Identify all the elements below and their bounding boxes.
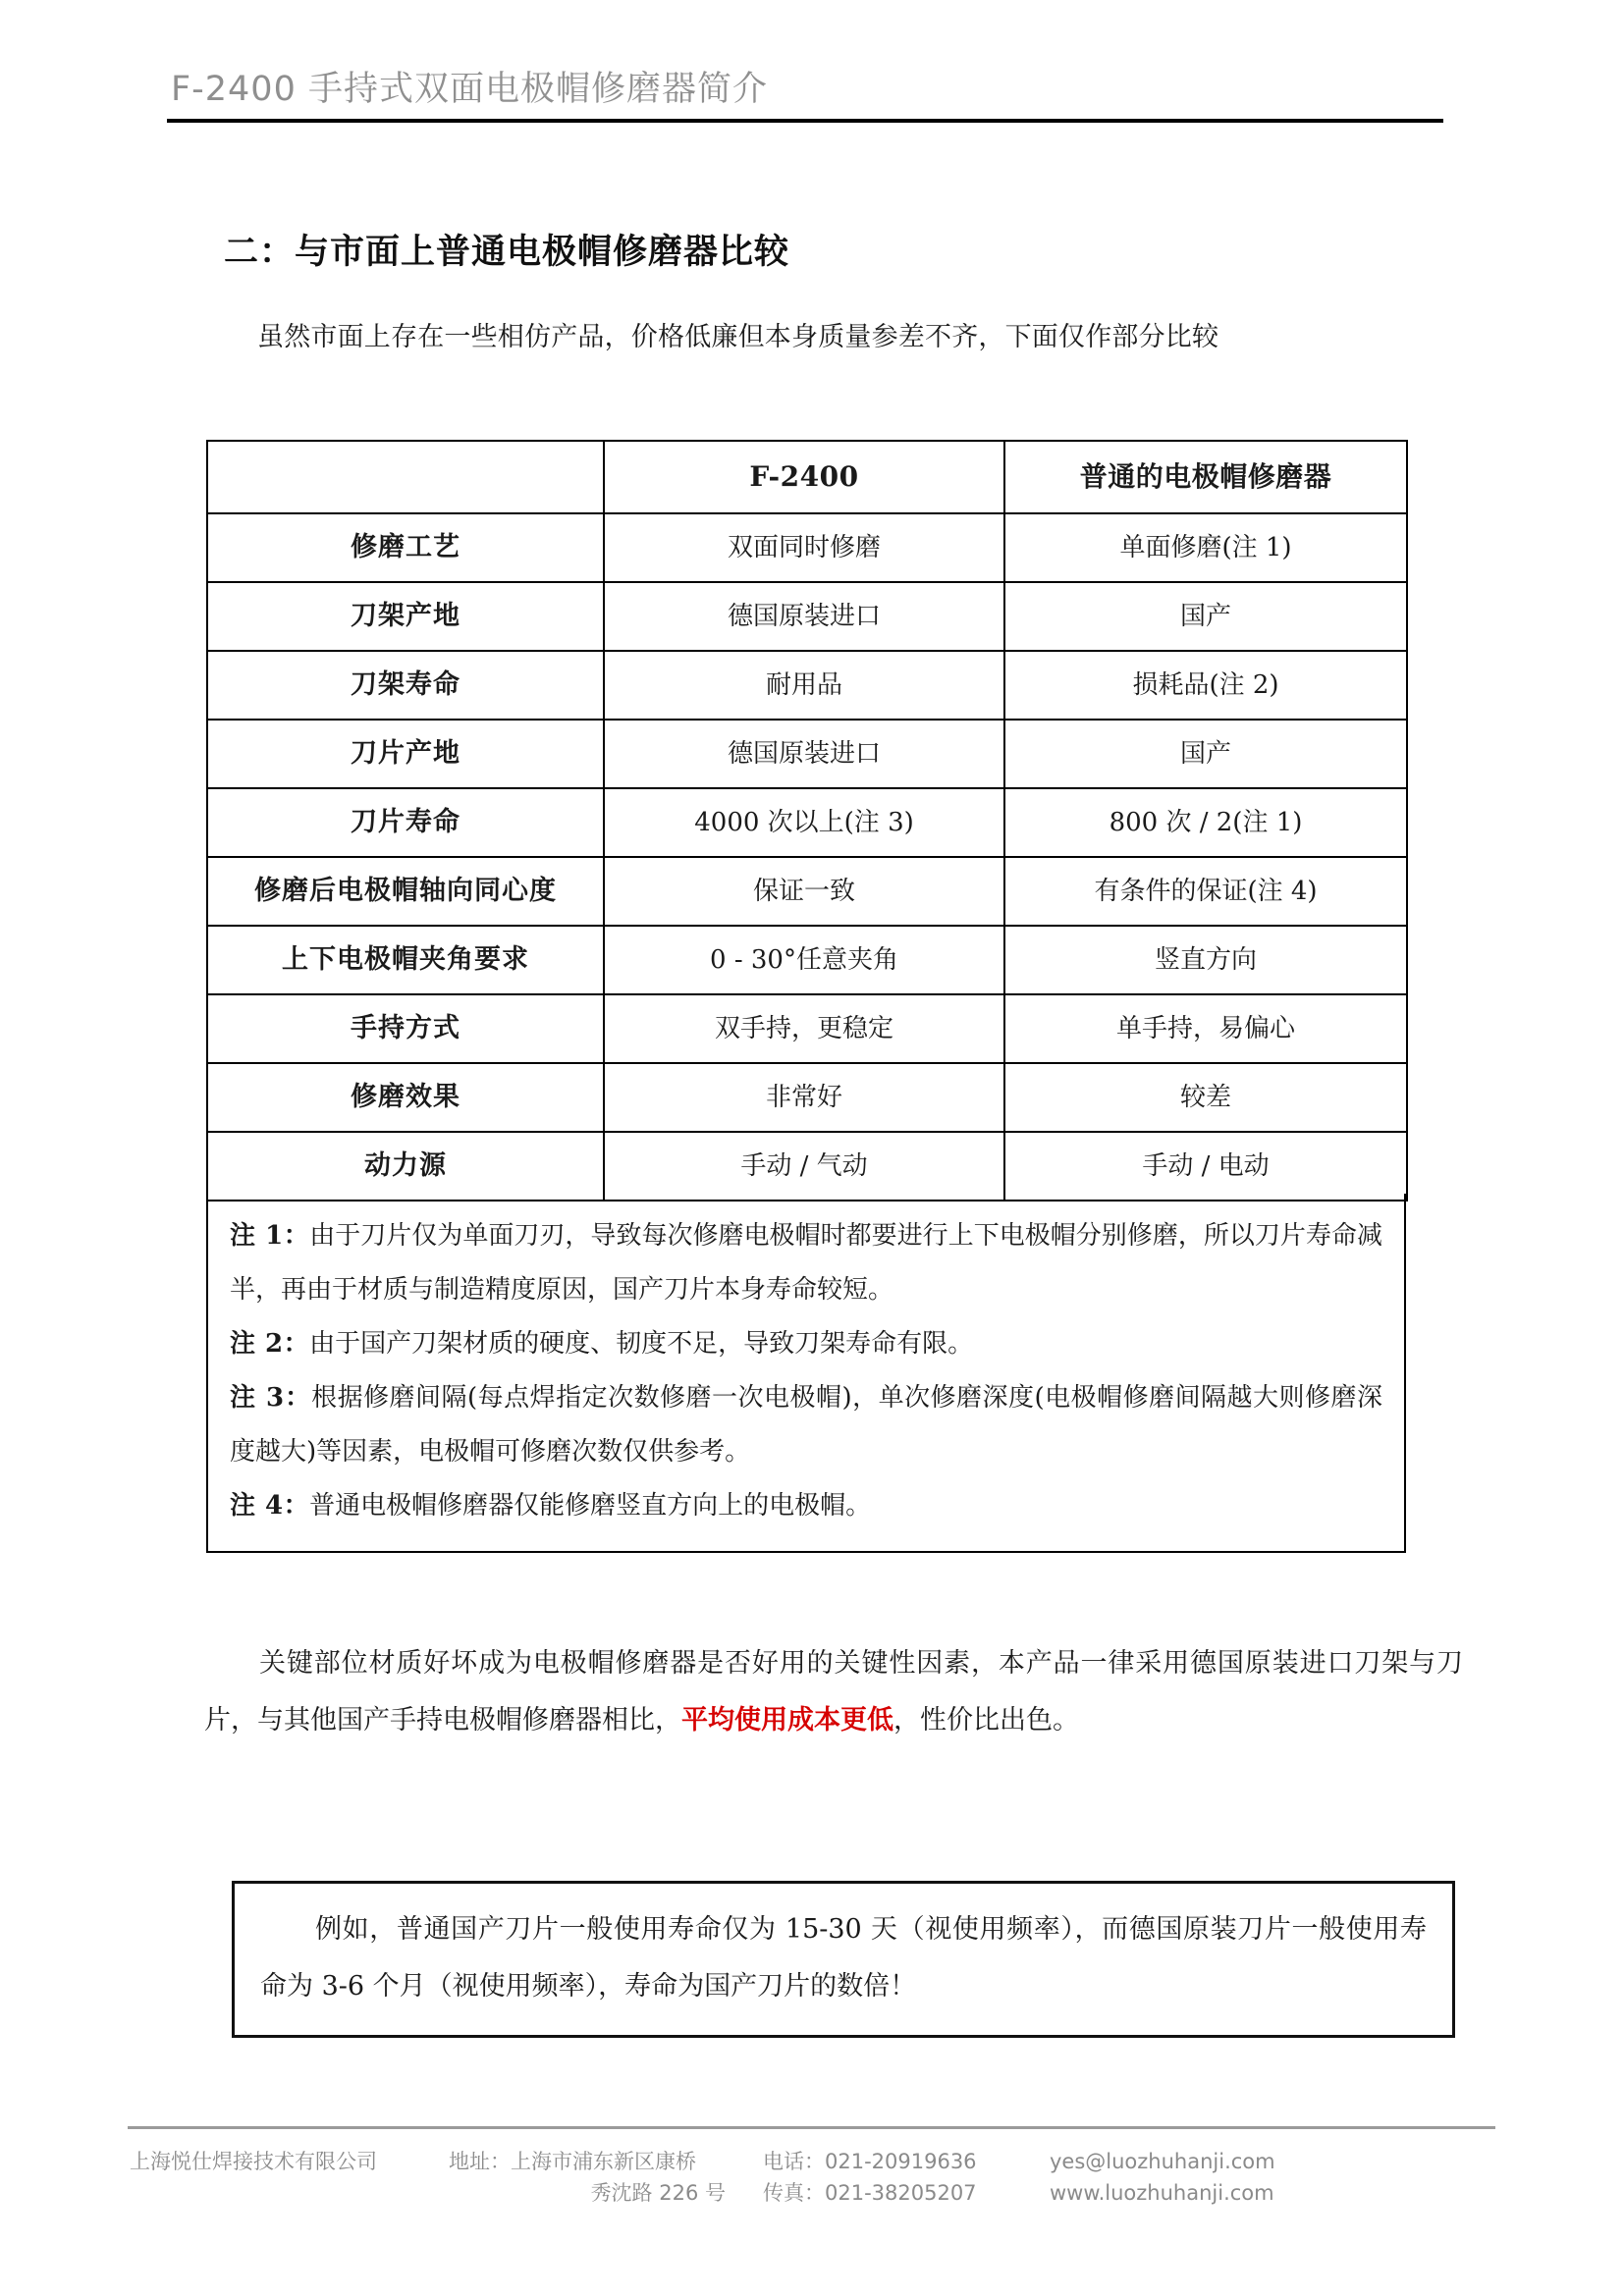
- footer-contact: [733, 2146, 1028, 2209]
- table-cell-common: 有条件的保证(注 4): [1004, 857, 1407, 926]
- table-cell-common: 损耗品(注 2): [1004, 651, 1407, 720]
- table-cell-f2400: 耐用品: [604, 651, 1004, 720]
- table-cell-label: 修磨后电极帽轴向同心度: [207, 857, 604, 926]
- note-label: 注 4：: [230, 1491, 310, 1521]
- table-row: [207, 788, 1407, 857]
- table-cell-label: 刀架产地: [207, 582, 604, 651]
- table-row: [207, 926, 1407, 994]
- table-cell-f2400: 德国原装进口: [604, 582, 1004, 651]
- footer-company: 上海悦仕焊接技术有限公司: [130, 2150, 377, 2173]
- note-text: 根据修磨间隔(每点焊指定次数修磨一次电极帽)，单次修磨深度(电极帽修磨间隔越大则修磨深度越大)等因素，电极帽可修磨次数仅供参考。: [230, 1383, 1382, 1467]
- table-cell-label: 动力源: [207, 1132, 604, 1201]
- table-row: [207, 651, 1407, 720]
- table-cell-common: 国产: [1004, 582, 1407, 651]
- footer-fax: 传真：021-38205207: [763, 2181, 977, 2205]
- section-intro-paragraph: 虽然市面上存在一些相仿产品，价格低廉但本身质量参差不齐，下面仅作部分比较: [257, 322, 1219, 352]
- table-header-cell-common: 普通的电极帽修磨器: [1004, 441, 1407, 513]
- table-cell-common: 800 次 / 2(注 1): [1004, 788, 1407, 857]
- table-header-cell-f2400: F-2400: [604, 441, 1004, 513]
- table-cell-f2400: 手动 / 气动: [604, 1132, 1004, 1201]
- footer-address: [449, 2146, 733, 2209]
- comparison-table: [206, 440, 1408, 1201]
- table-row: [207, 994, 1407, 1063]
- example-box-text: 例如，普通国产刀片一般使用寿命仅为 15-30 天（视使用频率），而德国原装刀片一般使用寿命为 3-6 个月（视使用频率），寿命为国产刀片的数倍！: [260, 1914, 1427, 2002]
- document-header: [167, 67, 1453, 123]
- table-cell-label: 刀架寿命: [207, 651, 604, 720]
- table-cell-f2400: 双面同时修磨: [604, 513, 1004, 582]
- table-header-row: [207, 441, 1407, 513]
- table-cell-f2400: 保证一致: [604, 857, 1004, 926]
- footer-web: [1028, 2146, 1423, 2209]
- key-paragraph-part1: 关键部位材质好坏成为电极帽修磨器是否好用的关键性因素，本产品一律采用德国原装进口刀架与刀片，与其他国产手持电极帽修磨器相比，: [204, 1648, 1463, 1735]
- footer-phone: 电话：021-20919636: [763, 2150, 977, 2173]
- note-label: 注 2：: [230, 1329, 310, 1359]
- table-cell-label: 修磨效果: [207, 1063, 604, 1132]
- table-row: [207, 720, 1407, 788]
- table-cell-label: 刀片寿命: [207, 788, 604, 857]
- note-text: 由于国产刀架材质的硬度、韧度不足，导致刀架寿命有限。: [309, 1329, 974, 1359]
- table-cell-common: 国产: [1004, 720, 1407, 788]
- note-item: [230, 1209, 1382, 1317]
- table-cell-common: 单手持，易偏心: [1004, 994, 1407, 1063]
- table-row: [207, 857, 1407, 926]
- table-cell-f2400: 4000 次以上(注 3): [604, 788, 1004, 857]
- table-cell-label: 修磨工艺: [207, 513, 604, 582]
- document-title: F-2400 手持式双面电极帽修磨器简介: [171, 70, 768, 109]
- note-label: 注 1：: [230, 1221, 310, 1251]
- notes-box: [206, 1194, 1406, 1553]
- table-cell-label: 上下电极帽夹角要求: [207, 926, 604, 994]
- table-row: [207, 1132, 1407, 1201]
- header-rule: [167, 119, 1443, 123]
- table-cell-common: 手动 / 电动: [1004, 1132, 1407, 1201]
- footer-address-line2: 秀沈路 226 号: [590, 2181, 726, 2205]
- note-text: 普通电极帽修磨器仅能修磨竖直方向上的电极帽。: [309, 1491, 872, 1521]
- table-row: [207, 1063, 1407, 1132]
- table-cell-f2400: 双手持，更稳定: [604, 994, 1004, 1063]
- note-item: [230, 1371, 1382, 1479]
- key-paragraph-part2: ，性价比出色。: [893, 1705, 1079, 1735]
- footer-address-line1: 地址：上海市浦东新区康桥: [449, 2150, 696, 2173]
- section-heading: 二：与市面上普通电极帽修磨器比较: [224, 232, 790, 272]
- note-item: [230, 1317, 1382, 1371]
- table-cell-label: 手持方式: [207, 994, 604, 1063]
- table-row: [207, 582, 1407, 651]
- table-cell-f2400: 0 - 30°任意夹角: [604, 926, 1004, 994]
- table-cell-common: 单面修磨(注 1): [1004, 513, 1407, 582]
- note-item: [230, 1479, 1382, 1533]
- footer-email[interactable]: yes@luozhuhanji.com: [1050, 2150, 1275, 2173]
- example-box: [232, 1881, 1455, 2038]
- table-header-cell-blank: [207, 441, 604, 513]
- table-cell-label: 刀片产地: [207, 720, 604, 788]
- table-cell-f2400: 德国原装进口: [604, 720, 1004, 788]
- table-cell-f2400: 非常好: [604, 1063, 1004, 1132]
- note-text: 由于刀片仅为单面刀刃，导致每次修磨电极帽时都要进行上下电极帽分别修磨，所以刀片寿命减半，再由于材质与制造精度原因，国产刀片本身寿命较短。: [230, 1221, 1382, 1305]
- footer-rule: [128, 2126, 1495, 2129]
- table-cell-common: 竖直方向: [1004, 926, 1407, 994]
- footer-website[interactable]: www.luozhuhanji.com: [1050, 2181, 1274, 2205]
- document-footer: [128, 2126, 1502, 2209]
- key-paragraph: [204, 1635, 1463, 1749]
- table-cell-common: 较差: [1004, 1063, 1407, 1132]
- note-label: 注 3：: [230, 1383, 312, 1413]
- key-paragraph-highlight: 平均使用成本更低: [681, 1705, 893, 1735]
- table-row: [207, 513, 1407, 582]
